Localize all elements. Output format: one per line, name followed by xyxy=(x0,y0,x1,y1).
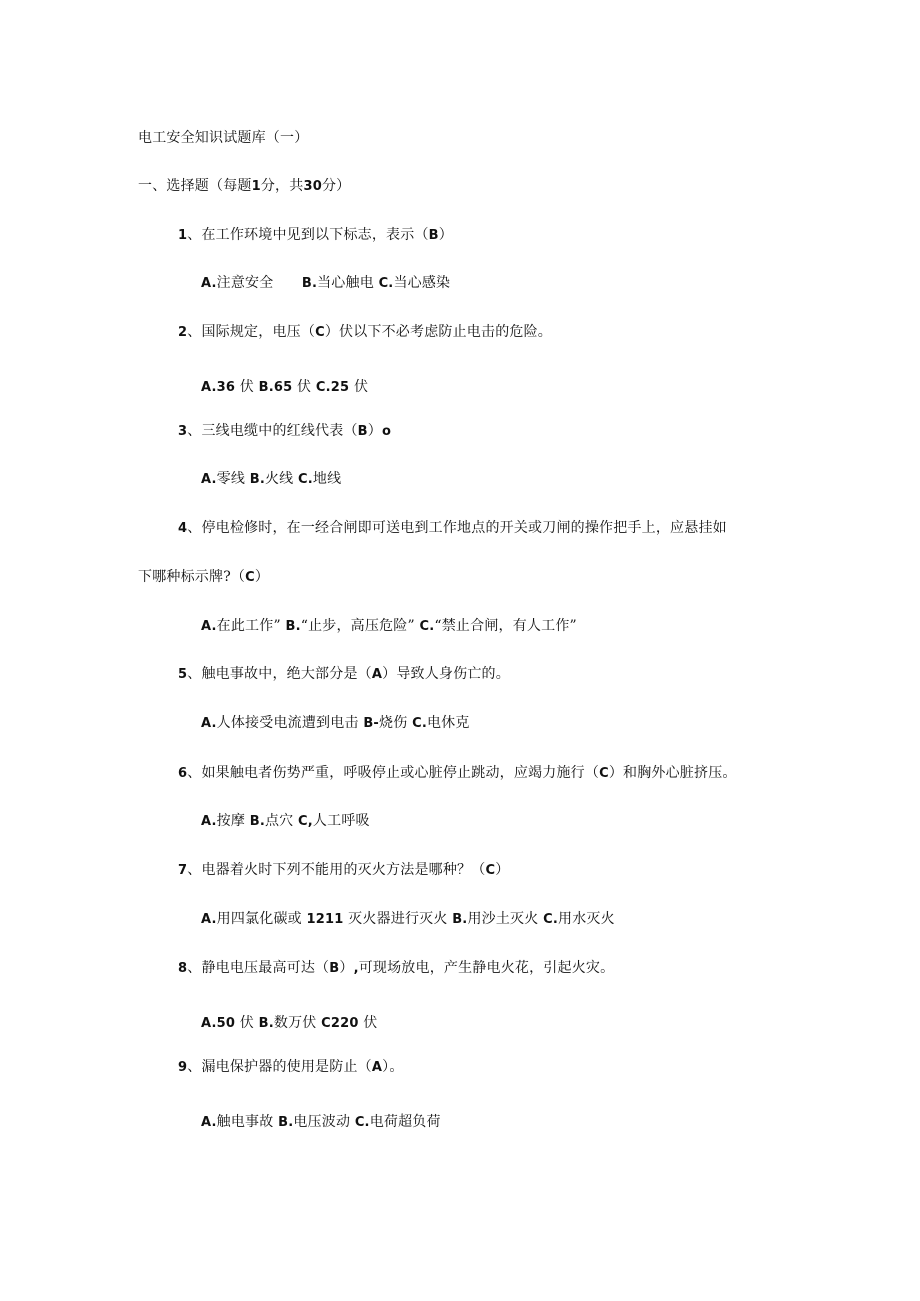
option-b-label: B. xyxy=(249,814,265,829)
question-text: 、如果触电者伤势严重，呼吸停止或心脏停止跳动，应竭力施行（ xyxy=(187,765,600,781)
section-suffix: 分） xyxy=(321,178,351,194)
option-c-label: C. xyxy=(354,1115,370,1130)
question-4-continued xyxy=(138,567,269,588)
question-text-2: 可现场放电，产生静电火花，引起火灾。 xyxy=(358,960,615,976)
question-answer: C xyxy=(245,570,255,585)
option-b-text: 用沙土灭火 xyxy=(467,911,544,927)
question-3 xyxy=(178,421,391,442)
option-a-label: A.50 xyxy=(201,1016,236,1031)
option-c-label: C. xyxy=(419,619,435,634)
doc-title xyxy=(138,128,308,148)
question-text: 、国际规定，电压（ xyxy=(187,324,316,340)
option-b-text: 火线 xyxy=(264,471,299,487)
question-answer: B xyxy=(428,228,439,243)
option-a-text: 伏 xyxy=(235,1015,259,1031)
options-7 xyxy=(201,909,615,930)
option-c-text: 电荷超负荷 xyxy=(369,1114,441,1130)
options-5 xyxy=(201,713,470,734)
option-a-label: A. xyxy=(201,276,217,291)
question-answer: A xyxy=(371,1060,383,1075)
option-b-label: B. xyxy=(285,619,301,634)
option-c-text: 地线 xyxy=(312,471,342,487)
question-text: 、漏电保护器的使用是防止（ xyxy=(187,1059,372,1075)
question-number: 2 xyxy=(178,325,188,340)
option-a-text: 人体接受电流遭到电击 xyxy=(216,715,364,731)
question-5 xyxy=(178,664,510,685)
option-c-label: C.25 xyxy=(315,380,350,395)
question-2 xyxy=(178,322,552,343)
option-b-text: 伏 xyxy=(292,379,316,395)
option-b-label: B. xyxy=(258,1016,274,1031)
options-1 xyxy=(201,273,450,294)
option-a-text: 注意安全 xyxy=(216,275,302,291)
question-7 xyxy=(178,860,509,881)
option-a-text: 伏 xyxy=(235,379,259,395)
option-c-label: C220 xyxy=(321,1016,359,1031)
question-number: 8 xyxy=(178,961,188,976)
option-c-label: C. xyxy=(412,716,427,731)
option-a-text: 按摩 xyxy=(216,813,250,829)
option-a-number: 1211 xyxy=(306,912,344,927)
option-c-label: C, xyxy=(298,814,313,829)
option-b-label: B. xyxy=(278,1115,294,1130)
option-b-text: “止步，高压危险” xyxy=(300,618,420,634)
option-b-label: B. xyxy=(249,472,265,487)
question-tail: , xyxy=(353,961,359,976)
question-text: 、停电检修时，在一经合闸即可送电到工作地点的开关或刀闸的操作把手上，应悬挂如 xyxy=(187,520,727,536)
question-number: 5 xyxy=(178,667,188,682)
option-a-label: A. xyxy=(201,472,217,487)
question-9 xyxy=(178,1057,404,1078)
question-text-end: ）导致人身伤亡的。 xyxy=(382,666,510,682)
option-b-text: 数万伏 xyxy=(273,1015,322,1031)
options-3 xyxy=(201,469,341,490)
section-per: 1 xyxy=(251,179,261,194)
question-text-end: ）伏以下不必考虑防止电击的危险。 xyxy=(324,324,553,340)
question-text: 、触电事故中，绝大部分是（ xyxy=(187,666,372,682)
option-c-label: C. xyxy=(543,912,558,927)
question-text: 、电器着火时下列不能用的灭火方法是哪种？（ xyxy=(187,862,486,878)
option-b-label: B- xyxy=(363,716,380,731)
option-a-label: A.36 xyxy=(201,380,236,395)
question-answer: B xyxy=(329,961,340,976)
question-text-end: ） xyxy=(438,227,453,243)
question-number: 9 xyxy=(178,1060,188,1075)
section-total: 30 xyxy=(303,179,322,194)
question-number: 7 xyxy=(178,863,188,878)
question-6 xyxy=(178,763,737,784)
question-text: 、静电电压最高可达（ xyxy=(187,960,330,976)
question-answer: C xyxy=(315,325,325,340)
option-c-text: 人工呼吸 xyxy=(312,813,370,829)
question-4 xyxy=(178,518,727,539)
question-answer: C xyxy=(599,766,609,781)
question-text-end: ）。 xyxy=(382,1059,404,1075)
doc-title-text: 电工安全知识试题库（一） xyxy=(138,130,309,146)
option-c-text: 伏 xyxy=(358,1015,378,1031)
option-b-label: B. xyxy=(301,276,318,291)
option-b-text: 点穴 xyxy=(264,813,299,829)
question-answer: B xyxy=(357,424,368,439)
question-number: 6 xyxy=(178,766,188,781)
option-c-text: 电休克 xyxy=(426,715,470,731)
section-mid: 分，共 xyxy=(260,178,304,194)
option-b-label: B.65 xyxy=(258,380,293,395)
question-number: 1 xyxy=(178,228,188,243)
option-a-label: A. xyxy=(201,619,217,634)
option-b-text: 电压波动 xyxy=(293,1114,355,1130)
option-c-text: 当心感染 xyxy=(393,275,451,291)
option-c-text: 伏 xyxy=(349,379,369,395)
options-6 xyxy=(201,811,370,832)
option-c-label: C. xyxy=(298,472,313,487)
question-text: 、三线电缆中的红线代表（ xyxy=(187,423,358,439)
option-a-text: 在此工作” xyxy=(216,618,286,634)
option-c-label: C. xyxy=(378,276,394,291)
question-text-end: ） xyxy=(495,862,510,878)
options-2 xyxy=(201,377,368,398)
question-answer: A xyxy=(371,667,383,682)
option-a-text: 用四氯化碳或 xyxy=(216,911,307,927)
option-c-text: 用水灭火 xyxy=(558,911,615,927)
question-text-end: ） xyxy=(367,423,382,439)
option-c-text: “禁止合闸，有人工作” xyxy=(434,618,577,634)
question-answer: C xyxy=(485,863,496,878)
section-heading xyxy=(138,176,350,197)
question-text-end: ） xyxy=(339,960,354,976)
options-8 xyxy=(201,1013,378,1034)
question-1 xyxy=(178,225,453,246)
question-number: 4 xyxy=(178,521,188,536)
option-b-text: 烧伤 xyxy=(379,715,413,731)
option-b-text: 当心触电 xyxy=(317,275,379,291)
options-9 xyxy=(201,1112,441,1133)
options-4 xyxy=(201,616,577,637)
question-8 xyxy=(178,958,614,979)
question-tail: o xyxy=(381,424,392,439)
option-b-label: B. xyxy=(452,912,468,927)
option-a-label: A. xyxy=(201,912,217,927)
question-text: 、在工作环境中见到以下标志，表示（ xyxy=(187,227,429,243)
option-a-text-2: 灭火器进行灭火 xyxy=(343,911,453,927)
option-a-label: A. xyxy=(201,716,217,731)
option-a-label: A. xyxy=(201,814,217,829)
section-prefix: 一、选择题（每题 xyxy=(138,178,252,194)
option-a-text: 触电事故 xyxy=(216,1114,279,1130)
question-text-end: ） xyxy=(254,569,270,585)
question-text-end: ）和胸外心脏挤压。 xyxy=(608,765,737,781)
option-a-label: A. xyxy=(201,1115,217,1130)
option-a-text: 零线 xyxy=(216,471,250,487)
question-text-cont: 下哪种标示牌?（ xyxy=(138,569,246,585)
question-number: 3 xyxy=(178,424,188,439)
